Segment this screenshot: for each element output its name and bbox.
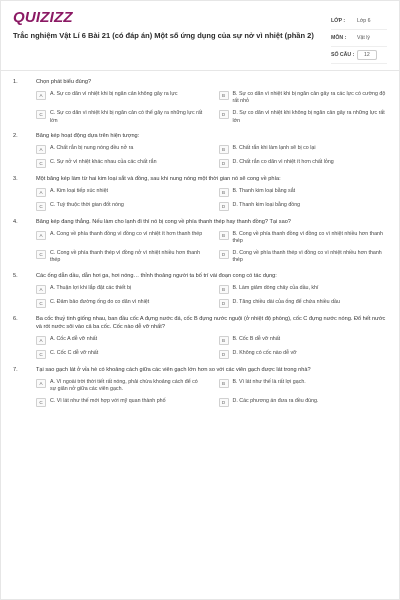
meta-row-subject: [331, 30, 387, 47]
option-letter-box: C: [36, 299, 46, 308]
answer-option[interactable]: [36, 110, 205, 124]
question-text: Băng kép đang thẳng. Nếu làm cho lạnh đi thì nó bị cong về phía thanh thép hay thanh đồng? Tại sao?: [36, 218, 291, 225]
answer-option[interactable]: [36, 188, 205, 197]
option-text: C. Tuỳ thuộc thời gian đốt nóng: [50, 201, 124, 208]
question-item: [13, 132, 387, 168]
option-text: B. Cốc B dễ vỡ nhất: [232, 335, 281, 342]
answer-option[interactable]: [36, 379, 205, 393]
answer-option[interactable]: [36, 159, 205, 168]
option-text: B. Làm giảm dòng chảy của dầu, khí: [232, 284, 319, 291]
option-letter-box: C: [36, 110, 46, 119]
option-text: A. Cong về phía thanh đồng vì đồng co vì nhiệt ít hơn thanh thép: [50, 230, 203, 237]
answer-option[interactable]: [219, 336, 388, 345]
options-grid: [13, 379, 387, 407]
option-letter-box: B: [219, 285, 229, 294]
answer-option[interactable]: [219, 145, 388, 154]
question-item: [13, 366, 387, 407]
question-header: [13, 315, 387, 331]
meta-row-class: [331, 13, 387, 30]
question-item: [13, 315, 387, 359]
meta-label: MÔN :: [331, 35, 347, 41]
option-text: C. Cong về phía thanh thép vì đồng nở vì nhiệt nhiều hơn thanh thép: [50, 250, 201, 264]
answer-option[interactable]: [36, 398, 205, 407]
answer-option[interactable]: [219, 91, 388, 105]
question-item: [13, 175, 387, 211]
answer-option[interactable]: [219, 350, 388, 359]
option-letter-box: A: [36, 379, 46, 388]
meta-value: 12: [357, 50, 377, 60]
question-header: [13, 132, 387, 140]
question-header: [13, 272, 387, 280]
option-letter-box: A: [36, 91, 46, 100]
question-header: [13, 175, 387, 183]
question-item: [13, 218, 387, 265]
option-text: B. Vì lát như thế là rất lợi gạch.: [232, 378, 306, 385]
answer-option[interactable]: [36, 231, 205, 245]
meta-panel: [331, 13, 387, 64]
option-text: C. Vì lát như thế mới hợp với mỹ quan thành phố: [50, 398, 166, 405]
quizizz-logo: QUIZIZZ: [13, 9, 73, 26]
answer-option[interactable]: [36, 145, 205, 154]
option-text: D. Sự co dãn vì nhiệt khi không bị ngăn cản gây ra những lực rất lớn: [232, 110, 385, 124]
question-number: 1.: [13, 79, 18, 85]
answer-option[interactable]: [219, 188, 388, 197]
options-grid: [13, 91, 387, 125]
option-letter-box: D: [219, 202, 229, 211]
option-text: B. Thanh kim loại bằng sắt: [232, 187, 296, 194]
option-text: B. Chất rắn khi làm lạnh sẽ bị co lại: [232, 144, 316, 151]
question-text: Một băng kép làm từ hai kim loại sắt và đồng, sau khi nung nóng một thời gian nó sẽ cong về phía:: [36, 175, 281, 182]
answer-option[interactable]: [219, 250, 388, 264]
question-header: [13, 78, 387, 86]
worksheet-header: [1, 1, 399, 71]
option-text: D. Không có cốc nào dễ vỡ: [232, 349, 297, 356]
option-letter-box: B: [219, 336, 229, 345]
meta-label: LỚP :: [331, 18, 346, 24]
question-item: [13, 272, 387, 308]
question-number: 3.: [13, 175, 18, 182]
worksheet-title: Trắc nghiệm Vật Lí 6 Bài 21 (có đáp án) Một số ứng dụng của sự nở vì nhiệt (phần 2): [13, 31, 314, 40]
option-text: C. Sự co dãn vì nhiệt khi bị ngăn cản có thể gây ra những lực rất lớn: [50, 110, 203, 124]
option-text: C. Sự nở vì nhiệt khác nhau của các chất rắn: [50, 158, 157, 165]
meta-value: Lớp 6: [357, 18, 371, 24]
option-text: A. Vì ngoài trời thời tiết rất nóng, phải chừa khoảng cách để có sự giãn nở giữa các viên gạch.: [50, 378, 198, 392]
option-text: D. Cong về phía thanh thép vì đồng co vì nhiệt nhiều hơn thanh thép: [232, 250, 382, 264]
option-text: C. Đảm bảo đường ống do co dãn vì nhiệt: [50, 298, 150, 305]
options-grid: [13, 188, 387, 211]
answer-option[interactable]: [219, 110, 388, 124]
option-letter-box: C: [36, 202, 46, 211]
option-text: A. Chất rắn bị nung nóng đều nở ra: [50, 144, 134, 151]
answer-option[interactable]: [219, 231, 388, 245]
options-grid: [13, 145, 387, 168]
meta-row-count: [331, 47, 387, 64]
option-letter-box: D: [219, 299, 229, 308]
question-number: 5.: [13, 272, 18, 279]
option-text: A. Sự co dãn vì nhiệt khi bị ngăn cản không gây ra lực: [50, 91, 178, 97]
answer-option[interactable]: [36, 336, 205, 345]
options-grid: [13, 285, 387, 308]
option-letter-box: B: [219, 231, 229, 240]
option-text: C. Cốc C dễ vỡ nhất: [50, 349, 99, 356]
answer-option[interactable]: [219, 202, 388, 211]
question-header: [13, 366, 387, 374]
answer-option[interactable]: [219, 285, 388, 294]
option-text: A. Kim loại tiếp xúc nhiệt: [50, 187, 108, 194]
option-letter-box: C: [36, 250, 46, 259]
question-number: 2.: [13, 132, 18, 139]
answer-option[interactable]: [36, 91, 205, 105]
answer-option[interactable]: [219, 398, 388, 407]
question-text: Băng kép hoạt động dựa trên hiện tượng:: [36, 132, 140, 139]
option-letter-box: D: [219, 398, 229, 407]
answer-option[interactable]: [36, 250, 205, 264]
question-text: Ba cốc thuỷ tinh giống nhau, ban đầu cốc A đựng nước đá, cốc B đựng nước nguội (ở nhiệt độ phòng), cốc C đựng nước nóng. Đổ hết nước và rót nước sôi vào cả ba cốc. Cốc nào dễ vỡ nhất?: [36, 315, 386, 330]
option-text: B. Sự co dãn vì nhiệt khi bị ngăn cản gây ra các lực có cường độ rất nhỏ: [232, 91, 386, 105]
option-letter-box: A: [36, 231, 46, 240]
option-letter-box: C: [36, 350, 46, 359]
meta-label: SỐ CÂU :: [331, 52, 355, 58]
option-letter-box: A: [36, 145, 46, 154]
option-letter-box: D: [219, 250, 229, 259]
question-number: 4.: [13, 218, 18, 225]
question-list: [1, 71, 399, 407]
question-header: [13, 218, 387, 226]
answer-option[interactable]: [219, 379, 388, 393]
option-text: D. Thanh kim loại bằng đồng: [232, 201, 301, 208]
option-letter-box: C: [36, 398, 46, 407]
answer-option[interactable]: [219, 299, 388, 308]
option-letter-box: C: [36, 159, 46, 168]
option-text: D. Các phương án đưa ra đều đúng.: [232, 398, 319, 405]
answer-option[interactable]: [219, 159, 388, 168]
option-letter-box: D: [219, 350, 229, 359]
answer-option[interactable]: [36, 350, 205, 359]
question-number: 6.: [13, 315, 18, 322]
question-text: Tại sao gạch lát ở vỉa hè có khoảng cách giữa các viên gạch lớn hơn so với các viên gạch được lát trong nhà?: [36, 366, 311, 373]
meta-value: Vật lý: [357, 35, 370, 41]
option-letter-box: D: [219, 110, 229, 119]
question-text: Các ống dẫn dầu, dẫn hơi ga, hơi nóng… thỉnh thoảng người ta bố trí vài đoạn cong có tác dụng:: [36, 272, 277, 279]
option-letter-box: A: [36, 285, 46, 294]
option-letter-box: A: [36, 336, 46, 345]
question-text: Chọn phát biểu đúng?: [36, 79, 92, 85]
option-text: D. Tăng chiều dài của ống để chứa nhiều dầu: [232, 298, 340, 305]
answer-option[interactable]: [36, 202, 205, 211]
question-item: [13, 78, 387, 125]
option-text: B. Cong về phía thanh đồng vì đồng co vì nhiệt nhiều hơn thanh thép: [232, 230, 383, 245]
option-letter-box: D: [219, 159, 229, 168]
option-letter-box: B: [219, 379, 229, 388]
option-letter-box: B: [219, 91, 229, 100]
answer-option[interactable]: [36, 285, 205, 294]
option-text: A. Thuận lợi khi lắp đặt các thiết bị: [50, 284, 132, 291]
option-text: D. Chất rắn co dãn vì nhiệt ít hơn chất lỏng: [232, 158, 334, 165]
option-text: A. Cốc A dễ vỡ nhất: [50, 335, 98, 342]
options-grid: [13, 336, 387, 359]
option-letter-box: B: [219, 145, 229, 154]
options-grid: [13, 231, 387, 265]
question-number: 7.: [13, 366, 18, 373]
option-letter-box: A: [36, 188, 46, 197]
option-letter-box: B: [219, 188, 229, 197]
answer-option[interactable]: [36, 299, 205, 308]
